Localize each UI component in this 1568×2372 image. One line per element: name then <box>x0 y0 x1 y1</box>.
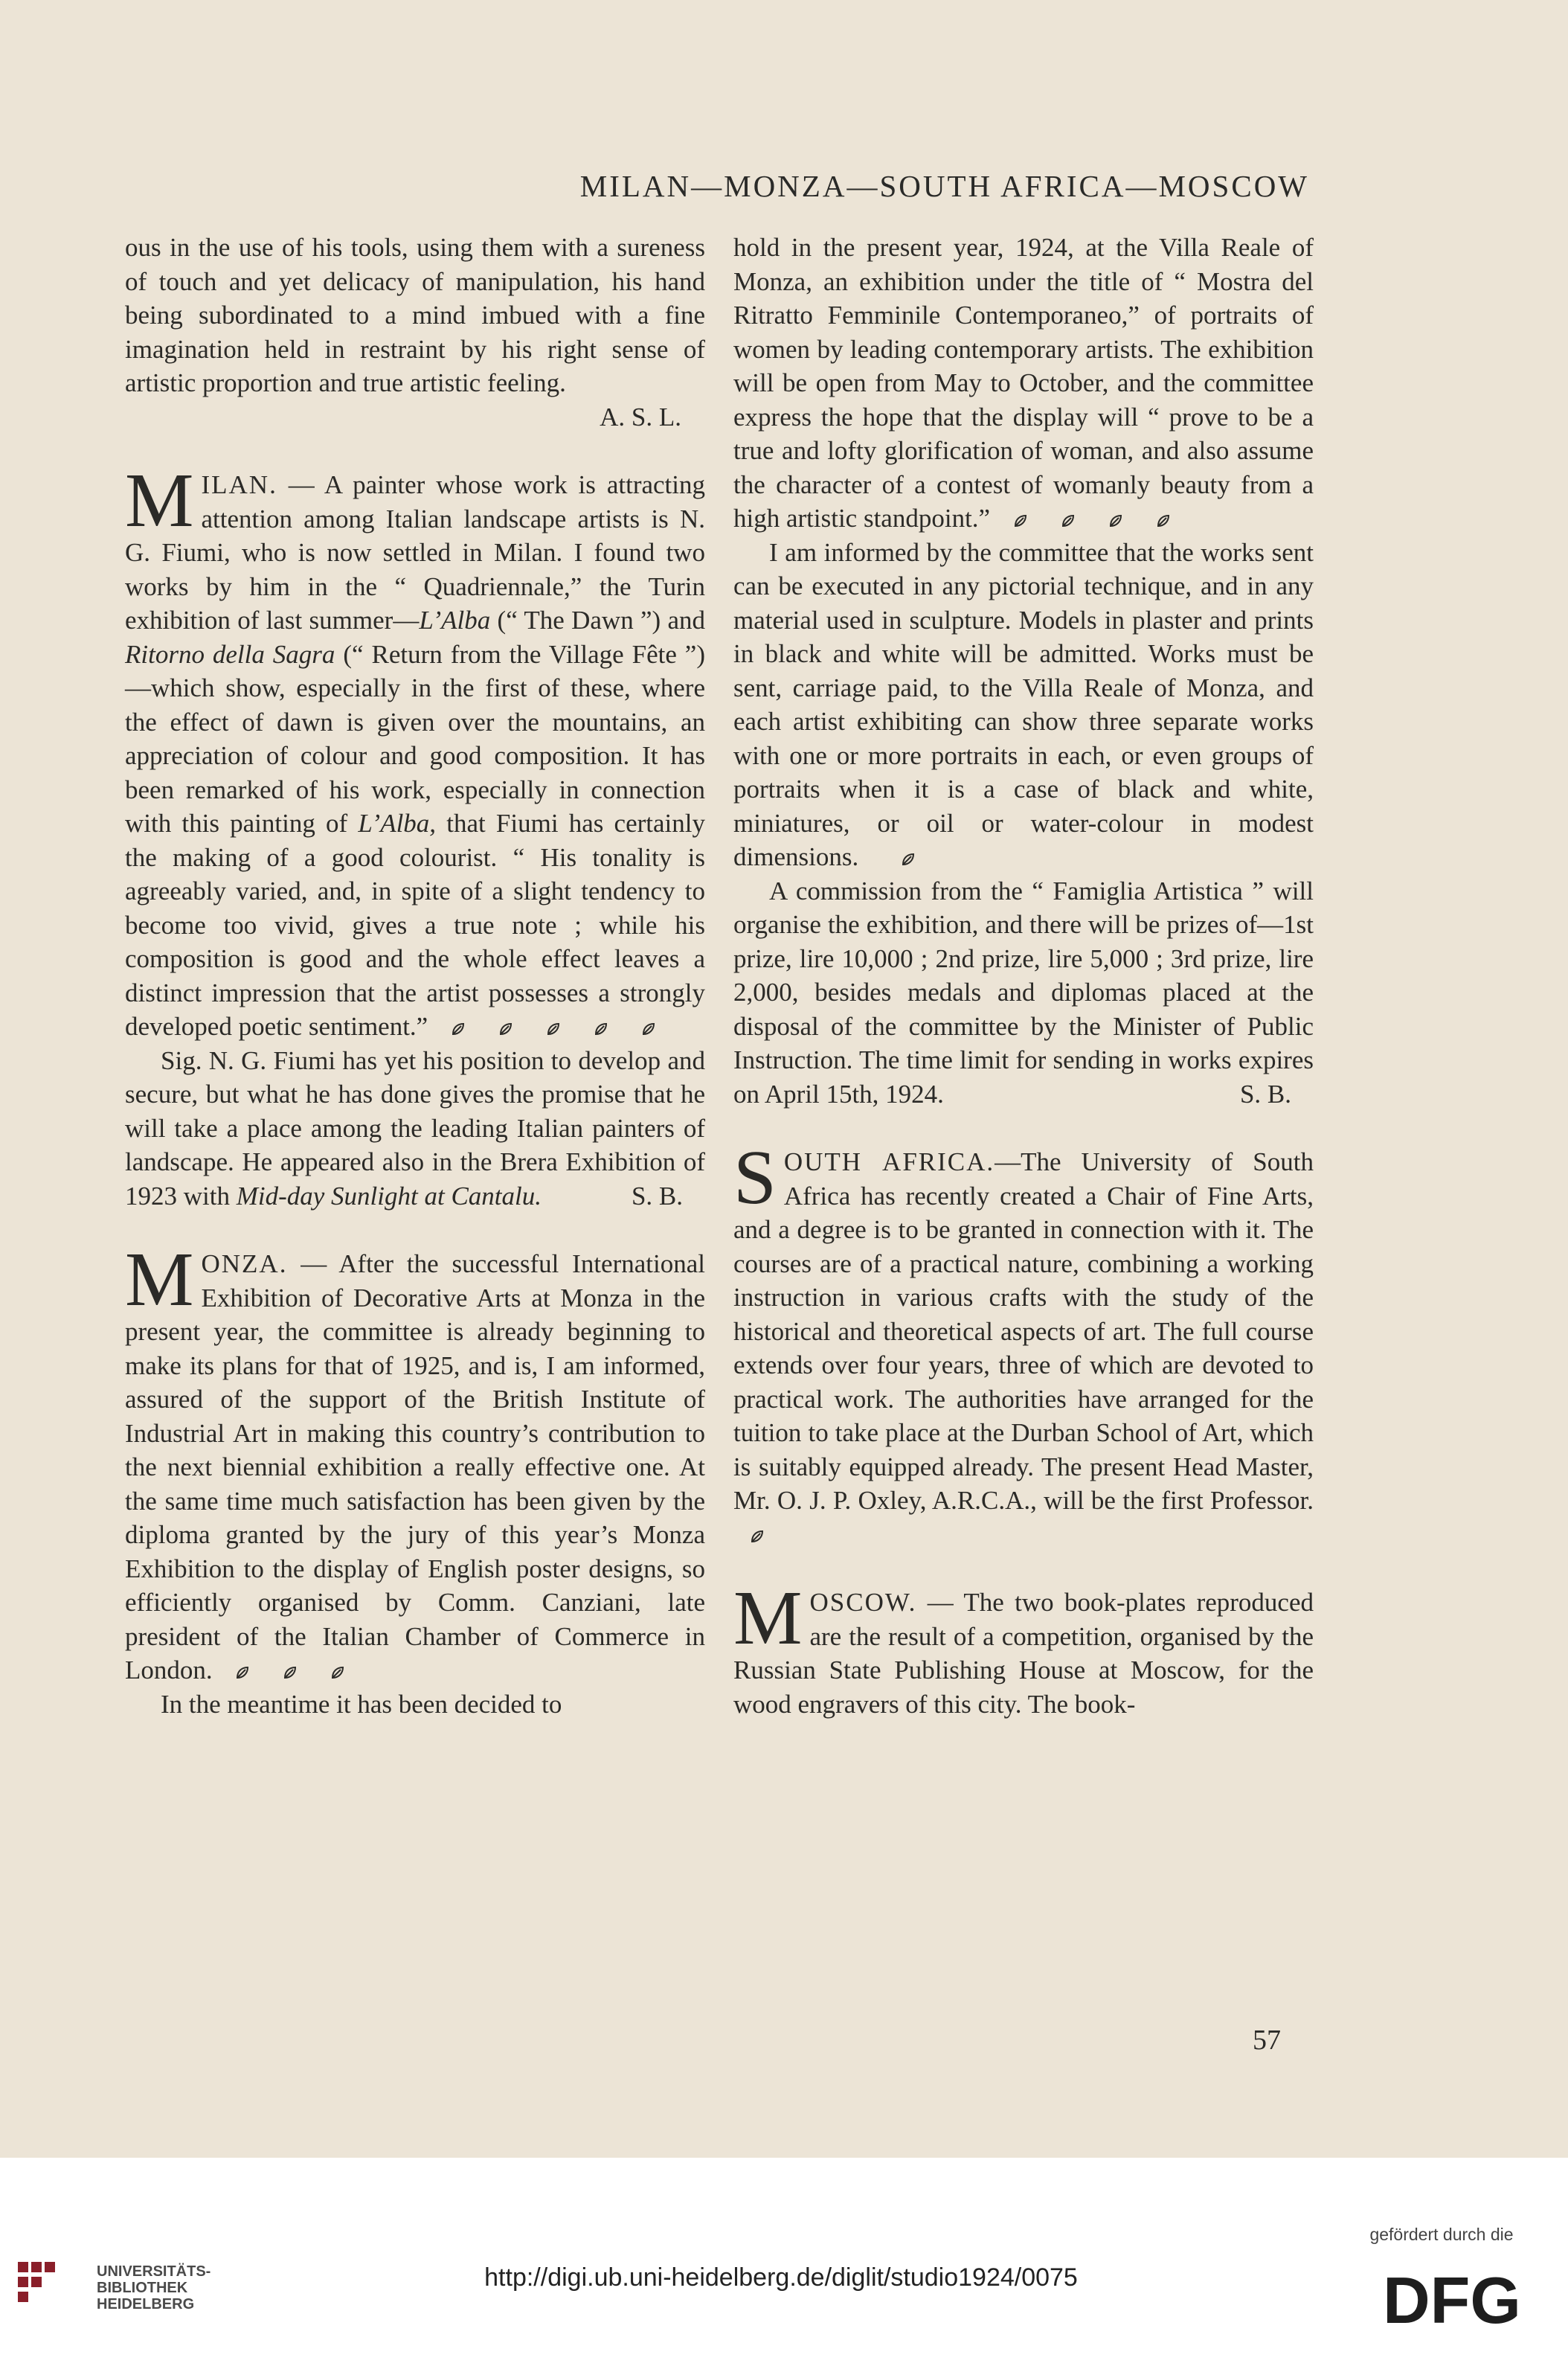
paragraph <box>125 1044 705 1214</box>
funding-note: gefördert durch die <box>1369 2225 1514 2244</box>
paragraph-text: I am informed by the committee that the works sent can be executed in any pictorial technique, and in any material used in sculpture. Models in plaster and prints in black and white will be admitted. Works must be sent, carriage paid, to the Villa Reale of Monza, and each artist exhibiting can show three separate works with one or more portraits in each, or even groups of portraits when it is a case of black and white, miniatures, or oil or water-colour in modest dimensions. <box>733 537 1314 871</box>
section-lead: ONZA. <box>201 1249 288 1278</box>
paragraph-text: hold in the present year, 1924, at the Villa Reale of Monza, an exhibition under the title of “ Mostra del Ritratto Femminile Contemporaneo,” of portraits of women by leading contemporary artists. The exhibition will be open from May to October, and the committee express the hope that the display will “ prove to be a true and lofty glorification of woman, and also assume the character of a contest of womanly beauty from a high artistic standpoint.” <box>733 233 1314 533</box>
drop-cap: M <box>125 1237 194 1322</box>
section-lead: ILAN. <box>201 470 277 499</box>
milan-section <box>125 458 705 1044</box>
author-signature: S. B. <box>1239 1079 1291 1109</box>
artwork-title: Ritorno della Sagra <box>125 639 335 669</box>
library-name-line: HEIDELBERG <box>97 2296 195 2312</box>
section-lead: OUTH AFRICA. <box>783 1147 995 1176</box>
leaf-ornament-icon <box>577 1010 625 1044</box>
leaf-ornament-icon <box>865 840 913 874</box>
left-column <box>125 231 705 1721</box>
library-name <box>97 2263 211 2312</box>
drop-cap: S <box>733 1135 777 1220</box>
paragraph-text: In the meantime it has been decided to <box>161 1689 562 1719</box>
dfg-logo <box>1363 2262 1541 2336</box>
paragraph-text: that Fiumi has certainly the making of a good colourist. “ His tonality is agreeably varied, and, in spite of a slight tendency to become too vivid, gives a true note ; while his composition is good and the whole effect leaves a distinct impression that the artist possesses a strongly developed poetic sentiment.” <box>125 809 705 1041</box>
right-column <box>733 231 1314 1721</box>
paragraph-text: (“ Return from the Village Fête ”)—which show, especially in the first of these, where the effect of dawn is given over the mountains, an appreciation of colour and good composition. It has been remarked of his work, especially in connection with this painting of <box>125 639 705 838</box>
library-logo <box>15 2254 238 2321</box>
paragraph-text: Sig. N. G. Fiumi has yet his position to develop and secure, but what he has done gives the promise that he will take a place among the leading Italian painters of landscape. He appeared also in the Brera Exhibition of 1923 with <box>125 1045 705 1211</box>
library-name-line: BIBLIOTHEK <box>97 2280 188 2296</box>
leaf-ornament-icon <box>530 1010 577 1044</box>
author-signature <box>125 400 705 435</box>
source-url-link[interactable]: http://digi.ub.uni-heidelberg.de/diglit/studio1924/0075 <box>484 2263 1078 2292</box>
paragraph <box>125 1687 705 1722</box>
paragraph <box>125 231 705 400</box>
paragraph-text: ous in the use of his tools, using them with a sureness of touch and yet delicacy of manipulation, his hand being subordinated to a mind imbued with a fine imagination held in restraint by his right sense of artistic proportion and true artistic feeling. <box>125 233 705 397</box>
artwork-title: L’Alba, <box>358 809 437 838</box>
drop-cap: M <box>733 1575 803 1661</box>
south-africa-section <box>733 1135 1314 1551</box>
library-name-line: UNIVERSITÄTS- <box>97 2263 211 2280</box>
library-emblem-icon <box>15 2257 82 2317</box>
drop-cap: M <box>125 458 194 543</box>
author-signature: S. B. <box>631 1181 683 1211</box>
leaf-ornament-icon <box>482 1010 530 1044</box>
signature-text: A. S. L. <box>600 402 681 432</box>
leaf-ornament-icon <box>997 501 1044 536</box>
paragraph <box>733 874 1314 1112</box>
leaf-ornament-icon <box>434 1010 482 1044</box>
paragraph-text: — After the successful International Exhibition of Decorative Arts at Monza in the present year, the committee is already beginning to make its plans for that of 1925, and is, I am informed, assured of the support of the British Institute of Industrial Art in making this country’s contribution to the next biennial exhibition a really effective one. At the same time much satisfaction has been given by the diploma granted by the jury of this year’s Monza Exhibition to the display of English poster designs, so efficiently organised by Comm. Canziani, late president of the Italian Chamber of Commerce in London. <box>125 1249 705 1685</box>
paragraph-text: A commission from the “ Famiglia Artistica ” will organise the exhibition, and there will be prizes of—1st prize, lire 10,000 ; 2nd prize, lire 5,000 ; 3rd prize, lire 2,000, besides medals and diplomas placed at the disposal of the committee by the Minister of Public Instruction. The time limit for sending in works expires on April 15th, 1924. <box>733 876 1314 1109</box>
paragraph-text: —The University of South Africa has recently created a Chair of Fine Arts, and a degree is to be granted in connection with it. The courses are of a practical nature, combining a working instruction in various crafts with the study of the historical and theoretical aspects of art. The full course extends over four years, three of which are devoted to practical work. The authorities have arranged for the tuition to take place at the Durban School of Art, which is suitably equipped already. The present Head Master, Mr. O. J. P. Oxley, A.R.C.A., will be the first Professor. <box>733 1147 1314 1515</box>
paragraph-text: — The two book-plates reproduced are the result of a competition, organised by the Russian State Publishing House at Moscow, for the wood engravers of this city. The book- <box>733 1588 1314 1719</box>
moscow-section <box>733 1575 1314 1721</box>
leaf-ornament-icon <box>219 1653 266 1687</box>
leaf-ornament-icon <box>1044 501 1092 536</box>
paragraph <box>733 536 1314 874</box>
paragraph-text: — A painter whose work is attracting attention among Italian landscape artists is N. G. Fiumi, who is now settled in Milan. I found two works by him in the “ Quadriennale,” the Turin exhibition of last summer— <box>125 470 705 635</box>
svg-text:DFG: DFG <box>1383 2263 1521 2336</box>
leaf-ornament-icon <box>1140 501 1187 536</box>
running-head: MILAN—MONZA—SOUTH AFRICA—MOSCOW <box>579 169 1309 203</box>
leaf-ornament-icon <box>733 1518 781 1552</box>
monza-section <box>125 1237 705 1687</box>
artwork-title: L’Alba <box>419 606 491 635</box>
leaf-ornament-icon <box>625 1010 672 1044</box>
section-lead: OSCOW. <box>809 1588 917 1617</box>
paragraph-text: (“ The Dawn ”) and <box>490 606 705 635</box>
artwork-title: Mid-day Sunlight at Cantalu. <box>236 1181 542 1211</box>
leaf-ornament-icon <box>314 1653 362 1687</box>
leaf-ornament-icon <box>266 1653 314 1687</box>
leaf-ornament-icon <box>1092 501 1140 536</box>
paragraph <box>733 231 1314 536</box>
page-number: 57 <box>1253 2025 1281 2056</box>
